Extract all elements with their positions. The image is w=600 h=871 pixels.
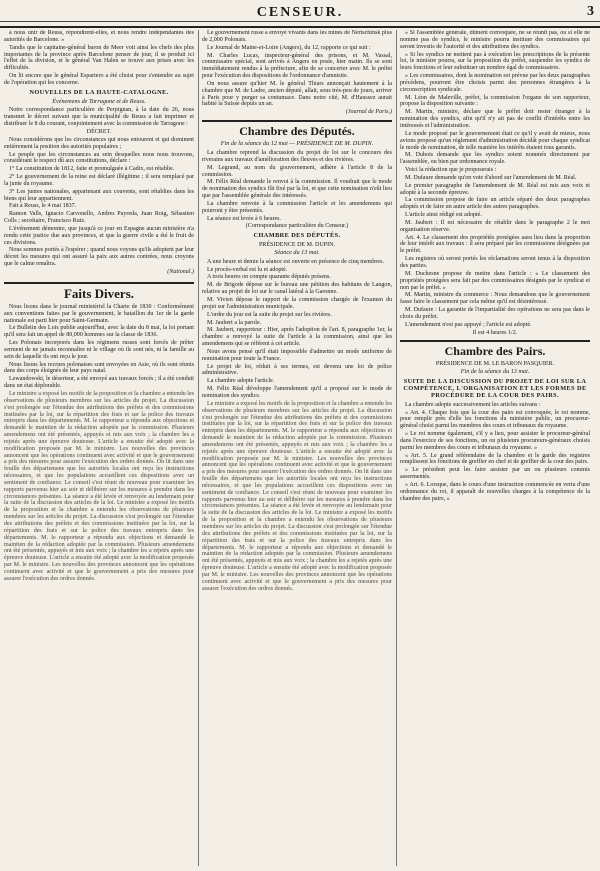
article-paragraph: 3° Les juntes nationales, appartenant aux couvents, sont rétablies dans les biens qui leur appartiennent. xyxy=(4,188,194,202)
article-paragraph: « Art. 4. Chaque fois que la cour des pairs est convoquée, le roi nomme, pour remplir près d'elle les fonctions du ministère public, un procureur-général choisi parmi les membres des cours et tribunaux du royaume. xyxy=(400,409,590,430)
article-paragraph: L'événement démontre, que jusqu'à ce jour en Espagne aucun ministère n'a rendu cette justice due aux provinces, et que la guerre civile a été le fruit de ces divisions. xyxy=(4,225,194,246)
article-paragraph: La chambre renvoie à la commission l'article et les amendemens qui pourront y être présentés. xyxy=(202,200,392,214)
article-paragraph: M. Legrand, au nom du gouvernement, adhère à l'article 8 de la commission. xyxy=(202,164,392,178)
section-subheading: Événemens de Tarragone et de Reuss. xyxy=(52,97,146,105)
article-paragraph: Nous avons pensé qu'il était impossible d'admettre un mode uniforme de nomination pour toute la France. xyxy=(202,348,392,362)
article-paragraph: Le Bulletin des Lois publie aujourd'hui, avec la date du 8 mai, la loi portant qu'il sera fait un appel de 80,000 hommes sur la classe de 1836. xyxy=(4,325,194,339)
article-paragraph: 1° La constitution de 1812, faite et promulguée à Cadix, est rétablie. xyxy=(9,166,175,173)
article-paragraph: La commission propose de faire un article séparé des deux paragraphes adoptés et de faire un autre article des autres paragraphes. xyxy=(400,197,590,211)
article-paragraph: M. Jaubert a la parole. xyxy=(207,319,262,326)
article-paragraph: M. Vivien dépose le rapport de la commission chargée de l'examen du projet sur l'administration municipale. xyxy=(202,297,392,310)
article-paragraph: M. Jaubert : Il est nécessaire de rétablir dans le paragraphe 2 le mot organisation réserve. xyxy=(400,219,590,233)
article-paragraph: M. Dufaure demande qu'on vote d'abord sur l'amendement de M. Réal. xyxy=(405,174,577,181)
article-paragraph: à nous unir de Reuss, répondirent-elles, et nous rendre indépendantes des autorités de Barcelone. » xyxy=(4,30,194,43)
signature-names: Ramon Valls, Ignacio Carvonello, Andres Payreda, Juan Roig, Sébastien Colls ; secrétaire, Francisco Ruiz. xyxy=(4,211,194,225)
session-heading: CHAMBRE DES DÉPUTÉS. xyxy=(253,232,341,240)
header-rule xyxy=(0,21,600,22)
column-1 xyxy=(4,30,194,866)
article-paragraph: Tandis que le capitaine-général baron de Meer voit ainsi les chefs des plus importantes de la province après Barcelone penser de jour, il se produit ici l'effet de la division, et le général Van Halen se trouve aux prises avec les difficultés. xyxy=(4,44,194,72)
article-paragraph: Le gouvernement russe a envoyé vivants dans les mines de Nertschinsk plus de 2,000 Polonais. xyxy=(202,30,392,43)
source-credit: (National.) xyxy=(167,269,194,275)
masthead-title: CENSEUR. xyxy=(256,5,344,20)
presidency-line: PRÉSIDENCE DE M. DUPIN. xyxy=(258,242,336,249)
article-paragraph: Voici la rédaction que je proposerais : xyxy=(405,167,497,174)
discussion-heading: SUITE DE LA DISCUSSION DU PROJET DE LOI SUR LA COMPÉTENCE, L'ORGANISATION ET LES FORMES DE PROCÉDURE DE LA COUR DES PAIRS. xyxy=(403,378,587,399)
column-3 xyxy=(400,30,590,866)
column-2 xyxy=(202,30,392,866)
article-paragraph: Nous lisons dans le journal ministériel la Charte de 1830 : Conformément aux conventions faites par le gouvernement, le bataillon du 1er de la garde nationale est parti hier pour Saint-Germain. xyxy=(4,303,194,324)
article-paragraph: » Le roi nomme également, s'il y a lieu, pour assister le procureur-général dans l'exercice de ses fonctions, un ou plusieurs procureurs-généraux choisis parmi les membres des cours et tribunaux du royaume. » xyxy=(400,431,590,451)
article-paragraph: Le procès-verbal est lu et adopté. xyxy=(207,266,288,273)
article-paragraph: L'ordre du jour est la suite du projet sur les rivières. xyxy=(207,311,332,318)
article-paragraph: A une heure et demie la séance est ouverte en présence de cinq membres. xyxy=(207,258,384,265)
article-paragraph: La chambre reprend la discussion du projet de loi sur le concours des riverains aux travaux d'amélioration des fleuves et des rivières. xyxy=(202,149,392,163)
article-paragraph: M. Jaubert, rapporteur : Hier, après l'adoption de l'art. 8, paragraphe 1er, la chambre a renvoyé la suite de l'article à la commission, ainsi que les amendemens qui se référent à cet article. xyxy=(202,327,392,348)
article-paragraph: On lit encore que le général Espartero a été choisi pour s'entendre au sujet de l'opération qui les concerne. xyxy=(4,73,194,86)
article-paragraph: La chambre adopte successivement les articles suivans : xyxy=(405,401,541,408)
section-title-faits-divers: Faits Divers. xyxy=(4,282,194,301)
section-title-chambre-pairs: Chambre des Pairs. xyxy=(400,340,590,358)
decree-label: DÉCRET. xyxy=(86,128,112,135)
article-paragraph: M. de Brigode dépose sur le bureau une pétition des habitans de Langon, relative au projet de loi sur le canal latéral à la Garonne. xyxy=(202,282,392,296)
article-paragraph: Le Journal de Maine-et-Loire (Angers), du 12, rapporte ce qui suit : xyxy=(207,44,371,51)
presidency-line: PRÉSIDENCE DE M. LE BARON PASQUIER. xyxy=(435,361,555,368)
section-heading: NOUVELLES DE LA HAUTE-CATALOGNE. xyxy=(29,88,169,96)
session-subtitle: Fin de la séance du 12 mai — PRÉSIDENCE DE M. DUPIN. xyxy=(220,140,374,148)
page-number: 3 xyxy=(587,4,594,19)
article-paragraph: Nous lisons les recrues polonaises sont envoyées en Asie, où ils sont réunis dans des corps éloignés de leur pays natal. xyxy=(4,361,194,375)
article-paragraph: » Si les syndics ne mettent pas à exécution les prescriptions de la présente loi, le ministre pourra, sur la proposition du préfet, suspendre les syndics de leurs fonctions et leur substituer un nombre égal de commissaires. xyxy=(400,51,590,72)
session-date: Séance du 13 mai. xyxy=(274,248,320,256)
article-paragraph: Le peuple que les circonstances au sein desquelles nous nous trouvons, considérant le respect dû aux constitutions, déclare : xyxy=(4,151,194,165)
body-text-continuation xyxy=(202,401,392,593)
article-paragraph: M. Dubois demande que les syndics soient nommés directement par l'assemblée, ou bien par ordonnance royale. xyxy=(400,152,590,166)
column-divider xyxy=(396,30,397,866)
article-paragraph: M. Martin, ministre du commerce : Nous demandons que le gouvernement fasse faire le classement par cela même qu'il est désintéressé. xyxy=(400,292,590,306)
article-paragraph: On nous assure qu'hier M. le général Thiars annonçait hautement à la chambre que M. de Ludre, ancien député, allait, sous très-peu de jours, arriver à Paris pour y purger sa contumace. Dans notre cité, M. d'Haussez aurait habité la Suisse depuis un an. xyxy=(202,80,392,108)
article-paragraph: Le projet de loi, réduit à ses termes, est devenu une loi de police administrative. xyxy=(202,363,392,377)
article-paragraph: » Si l'assemblée générale, dûment convoquée, ne se réunit pas, ou si elle ne nomme pas de syndics, le ministre pourra instituer des commissaires qui seront investis de l'autorité et des attributions des syndics. xyxy=(400,30,590,50)
article-paragraph: Notre correspondance particulière de Perpignan, à la date du 26, nous transmet le décret suivant que la municipalité de Reuss a fait imprimer et distribuer le 8 du courant, conjointement avec la commission de Tarragone : xyxy=(4,107,194,128)
article-paragraph: Le premier paragraphe de l'amendement de M. Réal est mis aux voix et adopté à la seconde épreuve. xyxy=(400,182,590,196)
article-paragraph: » Les commissaires, dont la nomination est prévue par les deux paragraphes précédens, pourront être choisis parmi des personnes étrangères à la circonscription syndicale. xyxy=(400,73,590,93)
article-paragraph: A trois heures on compte quarante députés présens. xyxy=(207,274,331,281)
correspondence-note: (Correspondance particulière du Censeur.) xyxy=(245,223,349,230)
signature-date: Fait à Reuss, le 4 mai 1837. xyxy=(9,203,77,210)
source-credit: (Journal de Paris.) xyxy=(345,109,392,116)
article-paragraph: La chambre adopte l'article. xyxy=(207,378,275,385)
article-paragraph: Art. 4. Le classement des propriétés protégées aura lieu dans la proportion de leur intérêt aux travaux : il sera préparé par les commissions désignées par le préfet. xyxy=(400,234,590,255)
article-paragraph: Nous sommes portés à l'espérer ; quand nous voyons qu'ils adoptent par leur décret les mesures qui ont assuré la paix aux autres contrées, nous croyons que le calme renaîtra. xyxy=(4,247,194,268)
article-paragraph: L'article ainsi rédigé est adopté. xyxy=(405,212,482,219)
article-paragraph: M. Martin, ministre, déclare que le préfet doit rester étranger à la nomination des syndics, afin qu'il n'y ait pas de conflit d'intérêts entre les intéressés et l'administration. xyxy=(400,109,590,129)
article-paragraph: M. Charles Lucas, inspecteur-général des prisons, et M. Vassal, commissaire spécial, sont arrivés à Angers en poste, hier matin. Ils se sont immédiatement rendus à la préfecture, afin de se concerter avec M. le préfet pour l'exécution des dispositions de l'ordonnance d'amnistie. xyxy=(202,52,392,80)
body-text-continuation xyxy=(4,391,194,583)
article-paragraph: 2° Le gouvernement de la reine est déclaré illégitime ; il sera remplacé par la junte du royaume. xyxy=(4,174,194,187)
article-paragraph: » Le président peut les faire assister par un ou plusieurs commis assermentés. xyxy=(400,467,590,481)
column-divider xyxy=(198,30,199,866)
article-paragraph: M. Félix Réal développe l'amendement qu'il a proposé sur le mode de nomination des syndics. xyxy=(202,386,392,399)
article-paragraph: M. Dufaure : La garantie de l'impartialité des opérations ne sera pas dans le choix du préfet. xyxy=(400,307,590,320)
article-paragraph: M. Léon de Maleville, préfet, la commission l'organe de son rapporteur, propose la disposition suivante : xyxy=(400,94,590,108)
time-note: Il est 4 heures 1/2. xyxy=(472,329,518,336)
article-paragraph: Les registres où seront portés les réclamations seront tenus à la disposition des parties. xyxy=(400,256,590,269)
section-title-chambre-deputes: Chambre des Députés. xyxy=(202,120,392,138)
article-paragraph: Lewandowski, le déserteur, a été envoyé aux travaux forcés ; il a été conduit dans un état déplorable. xyxy=(4,376,194,390)
article-paragraph: La séance est levée à 6 heures. xyxy=(207,215,282,222)
page-header xyxy=(0,0,600,28)
article-paragraph: Nous considérons que les circonstances qui nous entourent et qui dominent entièrement la position des autorités populaires ; xyxy=(4,136,194,150)
article-paragraph: L'amendement n'est pas appuyé ; l'article est adopté. xyxy=(405,321,532,328)
article-paragraph: Le mode proposé par le gouvernement était ce qu'il y avait de mieux, nous avions proposé qu'un règlement d'administration décidât pour chaque syndicat le mode de nomination, de telle manière les intérêts étaient tous garantis. xyxy=(400,130,590,151)
session-date: Fin de la séance du 13 mai. xyxy=(460,368,530,376)
article-paragraph: » Art. 6. Lorsque, dans le cours d'une instruction commencée en vertu d'une ordonnance du roi, il apparaît de nouvelles charges à la compétence de la chambre des pairs, » xyxy=(400,481,590,502)
article-paragraph: Les Polonais incorporés dans les régimens russes sont forcés de prêter serment de ne jamais reconnaître ni le village où ils sont nés, ni la famille au sein de laquelle ils ont reçu le jour. xyxy=(4,340,194,360)
article-paragraph: M. Félix Réal demande le renvoi à la commission. Il voudrait que le mode de nomination des syndics fût fixé par la loi, et que cette nomination n'eût lieu que par l'assemblée générale des intéressés. xyxy=(202,179,392,200)
article-paragraph: M. Duchesne propose de mettre dans l'article : « Le classement des propriétés protégées sera fait par des commissaires désignés par le syndicat et non par le préfet. » xyxy=(400,270,590,291)
article-paragraph: « Art. 5. Le grand référendaire de la chambre et le garde des registres remplissent les fonctions de greffier en chef et de greffier de la cour des pairs. xyxy=(400,452,590,466)
